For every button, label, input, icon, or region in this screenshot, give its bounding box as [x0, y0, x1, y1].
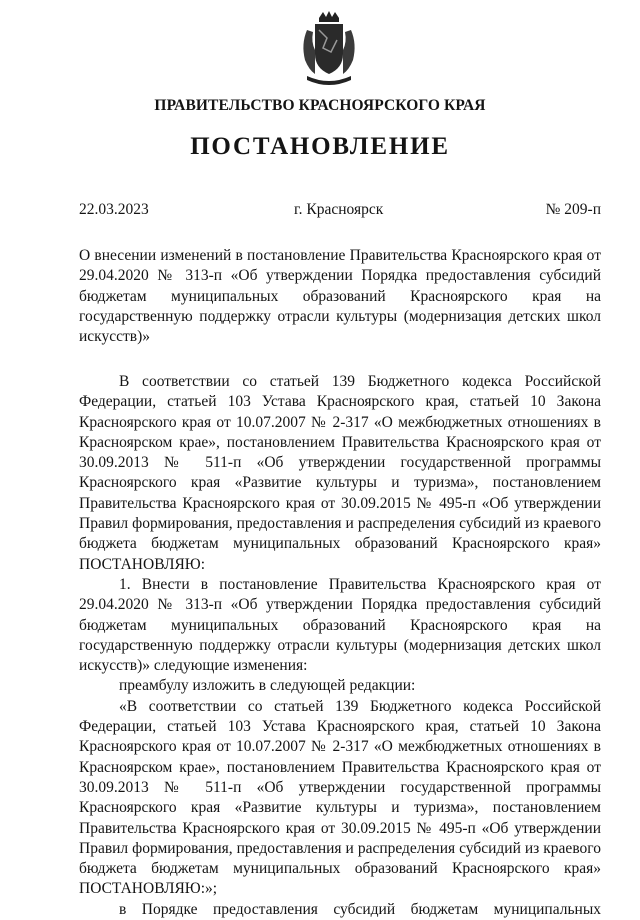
document-city: г. Красноярск: [294, 201, 384, 218]
item-1-paragraph: 1. Внести в постановление Правительства Красноярского края от 29.04.2020 № 313-п «Об утверждении Порядка предоставления субсидий бюджетам муниципальных образований Красноярского края на государственную поддержку отрасли культуры (модернизация детских школ искусств)» следующие изменения:: [79, 575, 601, 675]
preamble-paragraph: В соответствии со статьей 139 Бюджетного кодекса Российской Федерации, статьей 103 Устава Красноярского края, статьей 10 Закона Красноярского края от 10.07.2007 № 2-317 «О межбюджетных отношениях в Красноярском крае», постановлением Правительства Красноярского края от 30.09.2013 № 511-п «Об утверждении государственной программы Красноярского края «Развитие культуры и туризма», постановлением Правительства Красноярского края от 30.09.2015 № 495-п «Об утверждении Правил формирования, предоставления и распределения субсидий из краевого бюджета бюджетам муниципальных образований Красноярского края» ПОСТАНОВЛЯЮ:: [79, 373, 601, 573]
procedure-paragraph: в Порядке предоставления субсидий бюджетам муниципальных: [119, 900, 601, 918]
quoted-preamble-paragraph: «В соответствии со статьей 139 Бюджетного кодекса Российской Федерации, статьей 103 Устава Красноярского края, статьей 10 Закона Красноярского края от 10.07.2007 № 2-317 «О межбюджетных отношениях в Красноярском крае», постановлением Правительства Красноярского края от 30.09.2013 № 511-п «Об утверждении государственной программы Красноярского края «Развитие культуры и туризма», постановлением Правительства Красноярского края от 30.09.2015 № 495-п «Об утверждении Правил формирования, предоставления и распределения субсидий из краевого бюджета бюджетам муниципальных образований Красноярского края» ПОСТАНОВЛЯЮ:»;: [79, 697, 601, 898]
document-date: 22.03.2023: [79, 201, 149, 218]
document-body: [79, 372, 601, 920]
coat-of-arms-icon: [297, 10, 361, 88]
instruction-paragraph: преамбулу изложить в следующей редакции:: [119, 677, 416, 695]
document-number: № 209-п: [545, 201, 601, 218]
government-name: ПРАВИТЕЛЬСТВО КРАСНОЯРСКОГО КРАЯ: [154, 97, 486, 114]
document-type-title: ПОСТАНОВЛЕНИЕ: [190, 133, 450, 160]
document-meta: [79, 201, 601, 221]
document-subject: О внесении изменений в постановление Правительства Красноярского края от 29.04.2020 № 313-п «Об утверждении Порядка предоставления субсидий бюджетам муниципальных образований Красноярского края на государственную поддержку отрасли культуры (модернизация детских школ искусств)»: [79, 247, 601, 346]
